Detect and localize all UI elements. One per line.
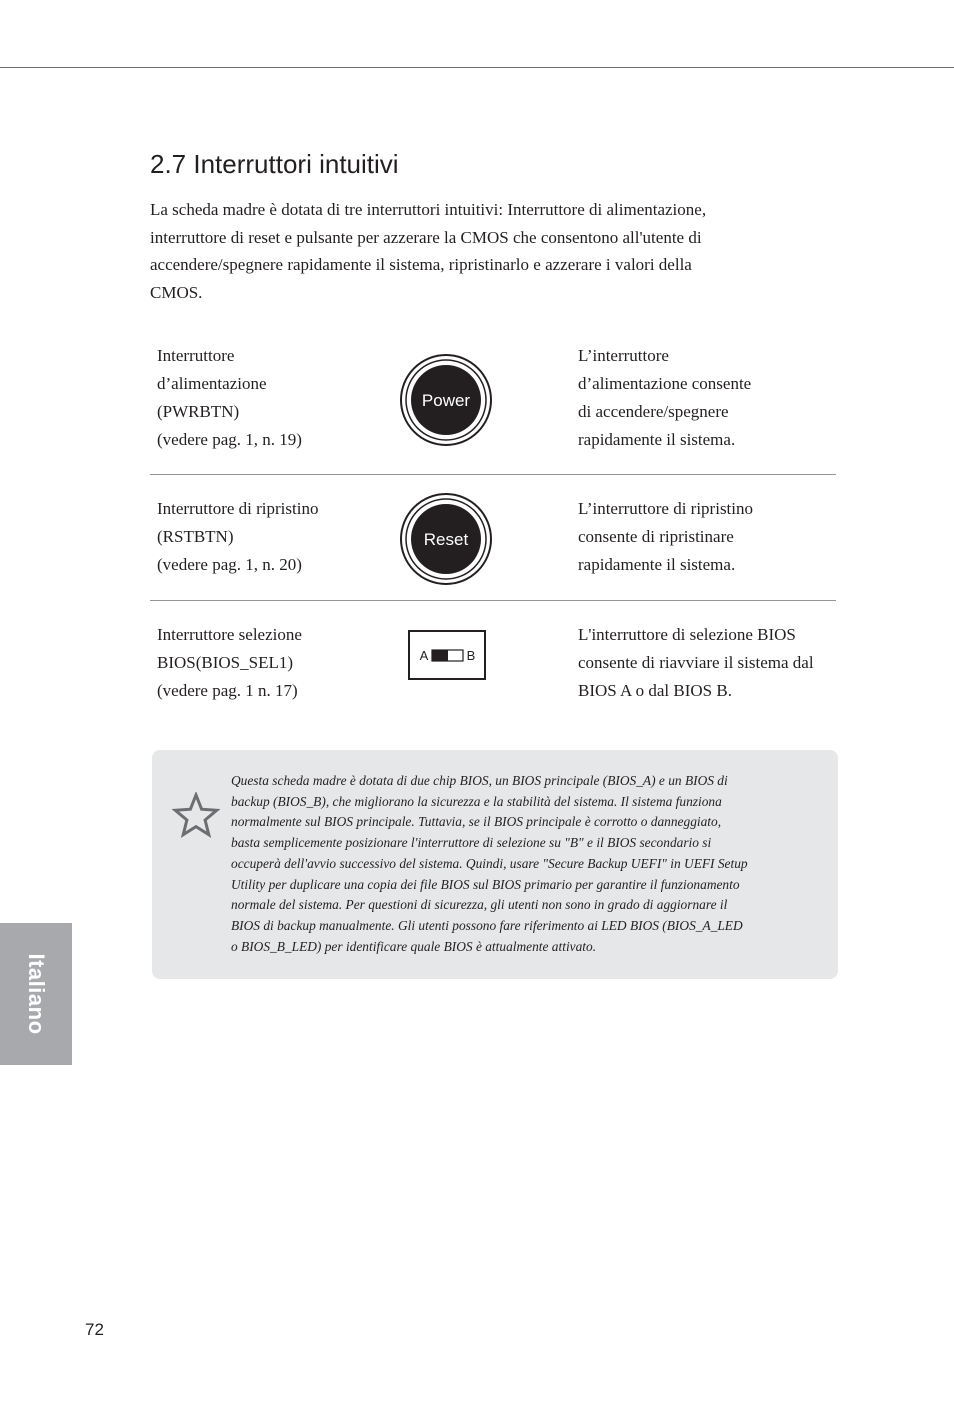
switch-name (157, 342, 387, 454)
switch-name-line: Interruttore selezione (157, 625, 302, 644)
reset-button-graphic (399, 492, 493, 586)
note-line: BIOS di backup manualmente. Gli utenti possono fare riferimento ai LED BIOS (BIOS_A_LED (231, 917, 743, 933)
switch-name-line: (vedere pag. 1 n. 17) (157, 681, 298, 700)
page-number: 72 (85, 1320, 104, 1339)
switch-name-line: (vedere pag. 1, n. 20) (157, 555, 302, 574)
note-line: o BIOS_B_LED) per identificare quale BIOS è attualmente attivato. (231, 938, 597, 954)
row-divider (150, 474, 836, 475)
note-line: backup (BIOS_B), che migliorano la sicurezza e la stabilità del sistema. Il sistema funziona (231, 793, 722, 809)
bios-b-label: B (466, 648, 476, 663)
reset-button-label: Reset (423, 530, 469, 549)
star-icon (172, 792, 220, 838)
note-line: normale del sistema. Per questioni di sicurezza, gli utenti non sono in grado di aggiornare il (231, 897, 728, 913)
intro-line: La scheda madre è dotata di tre interruttori intuitivi: Interruttore di alimentazione, (150, 200, 707, 219)
switch-name-line: Interruttore (157, 346, 235, 365)
switch-desc-line: L'interruttore di selezione BIOS (578, 625, 796, 644)
switch-description (578, 621, 836, 705)
note-box (152, 750, 838, 979)
note-line: occuperà dell'avvio successivo del sistema. Quindi, usare "Secure Backup UEFI" in UEFI Setup (231, 855, 748, 871)
intro-line: CMOS. (150, 282, 203, 302)
note-line: basta semplicemente posizionare l'interruttore di selezione su "B" e il BIOS secondario si (231, 835, 712, 851)
language-side-tab-label: Italiano (24, 953, 49, 1035)
note-line: Questa scheda madre è dotata di due chip BIOS, un BIOS principale (BIOS_A) e un BIOS di (231, 773, 728, 788)
switch-description (578, 342, 836, 454)
bios-select-switch-graphic (408, 630, 486, 680)
switch-desc-line: di accendere/spegnere (578, 402, 729, 421)
bios-a-label: A (419, 648, 429, 663)
switch-desc-line: L’interruttore di ripristino (578, 499, 754, 518)
power-button-graphic (399, 353, 493, 447)
section-title: 2.7 Interruttori intuitivi (150, 149, 399, 179)
switch-description (578, 495, 836, 579)
note-line: Utility per duplicare una copia dei file BIOS sul BIOS primario per garantire il funzionamento (231, 876, 740, 892)
note-line: normalmente sul BIOS principale. Tuttavia, se il BIOS principale è corrotto o danneggiato, (231, 814, 722, 830)
switch-name-line: Interruttore di ripristino (157, 499, 319, 518)
switch-name (157, 621, 387, 705)
switch-name-line: (vedere pag. 1, n. 19) (157, 430, 302, 449)
intro-line: interruttore di reset e pulsante per azzerare la CMOS che consentono all'utente di (150, 227, 702, 247)
note-text (231, 771, 801, 957)
switch-desc-line: consente di riavviare il sistema dal (578, 653, 814, 672)
switch-desc-line: rapidamente il sistema. (578, 430, 736, 449)
switch-desc-line: BIOS A o dal BIOS B. (578, 681, 732, 700)
switch-name-line: BIOS(BIOS_SEL1) (157, 653, 294, 672)
power-button-label: Power (421, 391, 471, 410)
switch-desc-line: d’alimentazione consente (578, 374, 752, 393)
bios-select-switch-drawing (410, 632, 484, 678)
row-divider (150, 600, 836, 601)
language-side-tab (0, 923, 72, 1065)
header-rule (0, 67, 954, 68)
switch-desc-line: L’interruttore (578, 346, 669, 365)
intro-paragraph (150, 196, 780, 306)
slider-knob (432, 650, 448, 661)
intro-line: accendere/spegnere rapidamente il sistema, ripristinarlo e azzerare i valori della (150, 255, 692, 274)
switch-desc-line: consente di ripristinare (578, 527, 734, 546)
switch-name-line: (PWRBTN) (157, 402, 240, 421)
switch-desc-line: rapidamente il sistema. (578, 555, 736, 574)
switch-name (157, 495, 387, 579)
switch-name-line: (RSTBTN) (157, 527, 234, 546)
switch-name-line: d’alimentazione (157, 374, 267, 393)
